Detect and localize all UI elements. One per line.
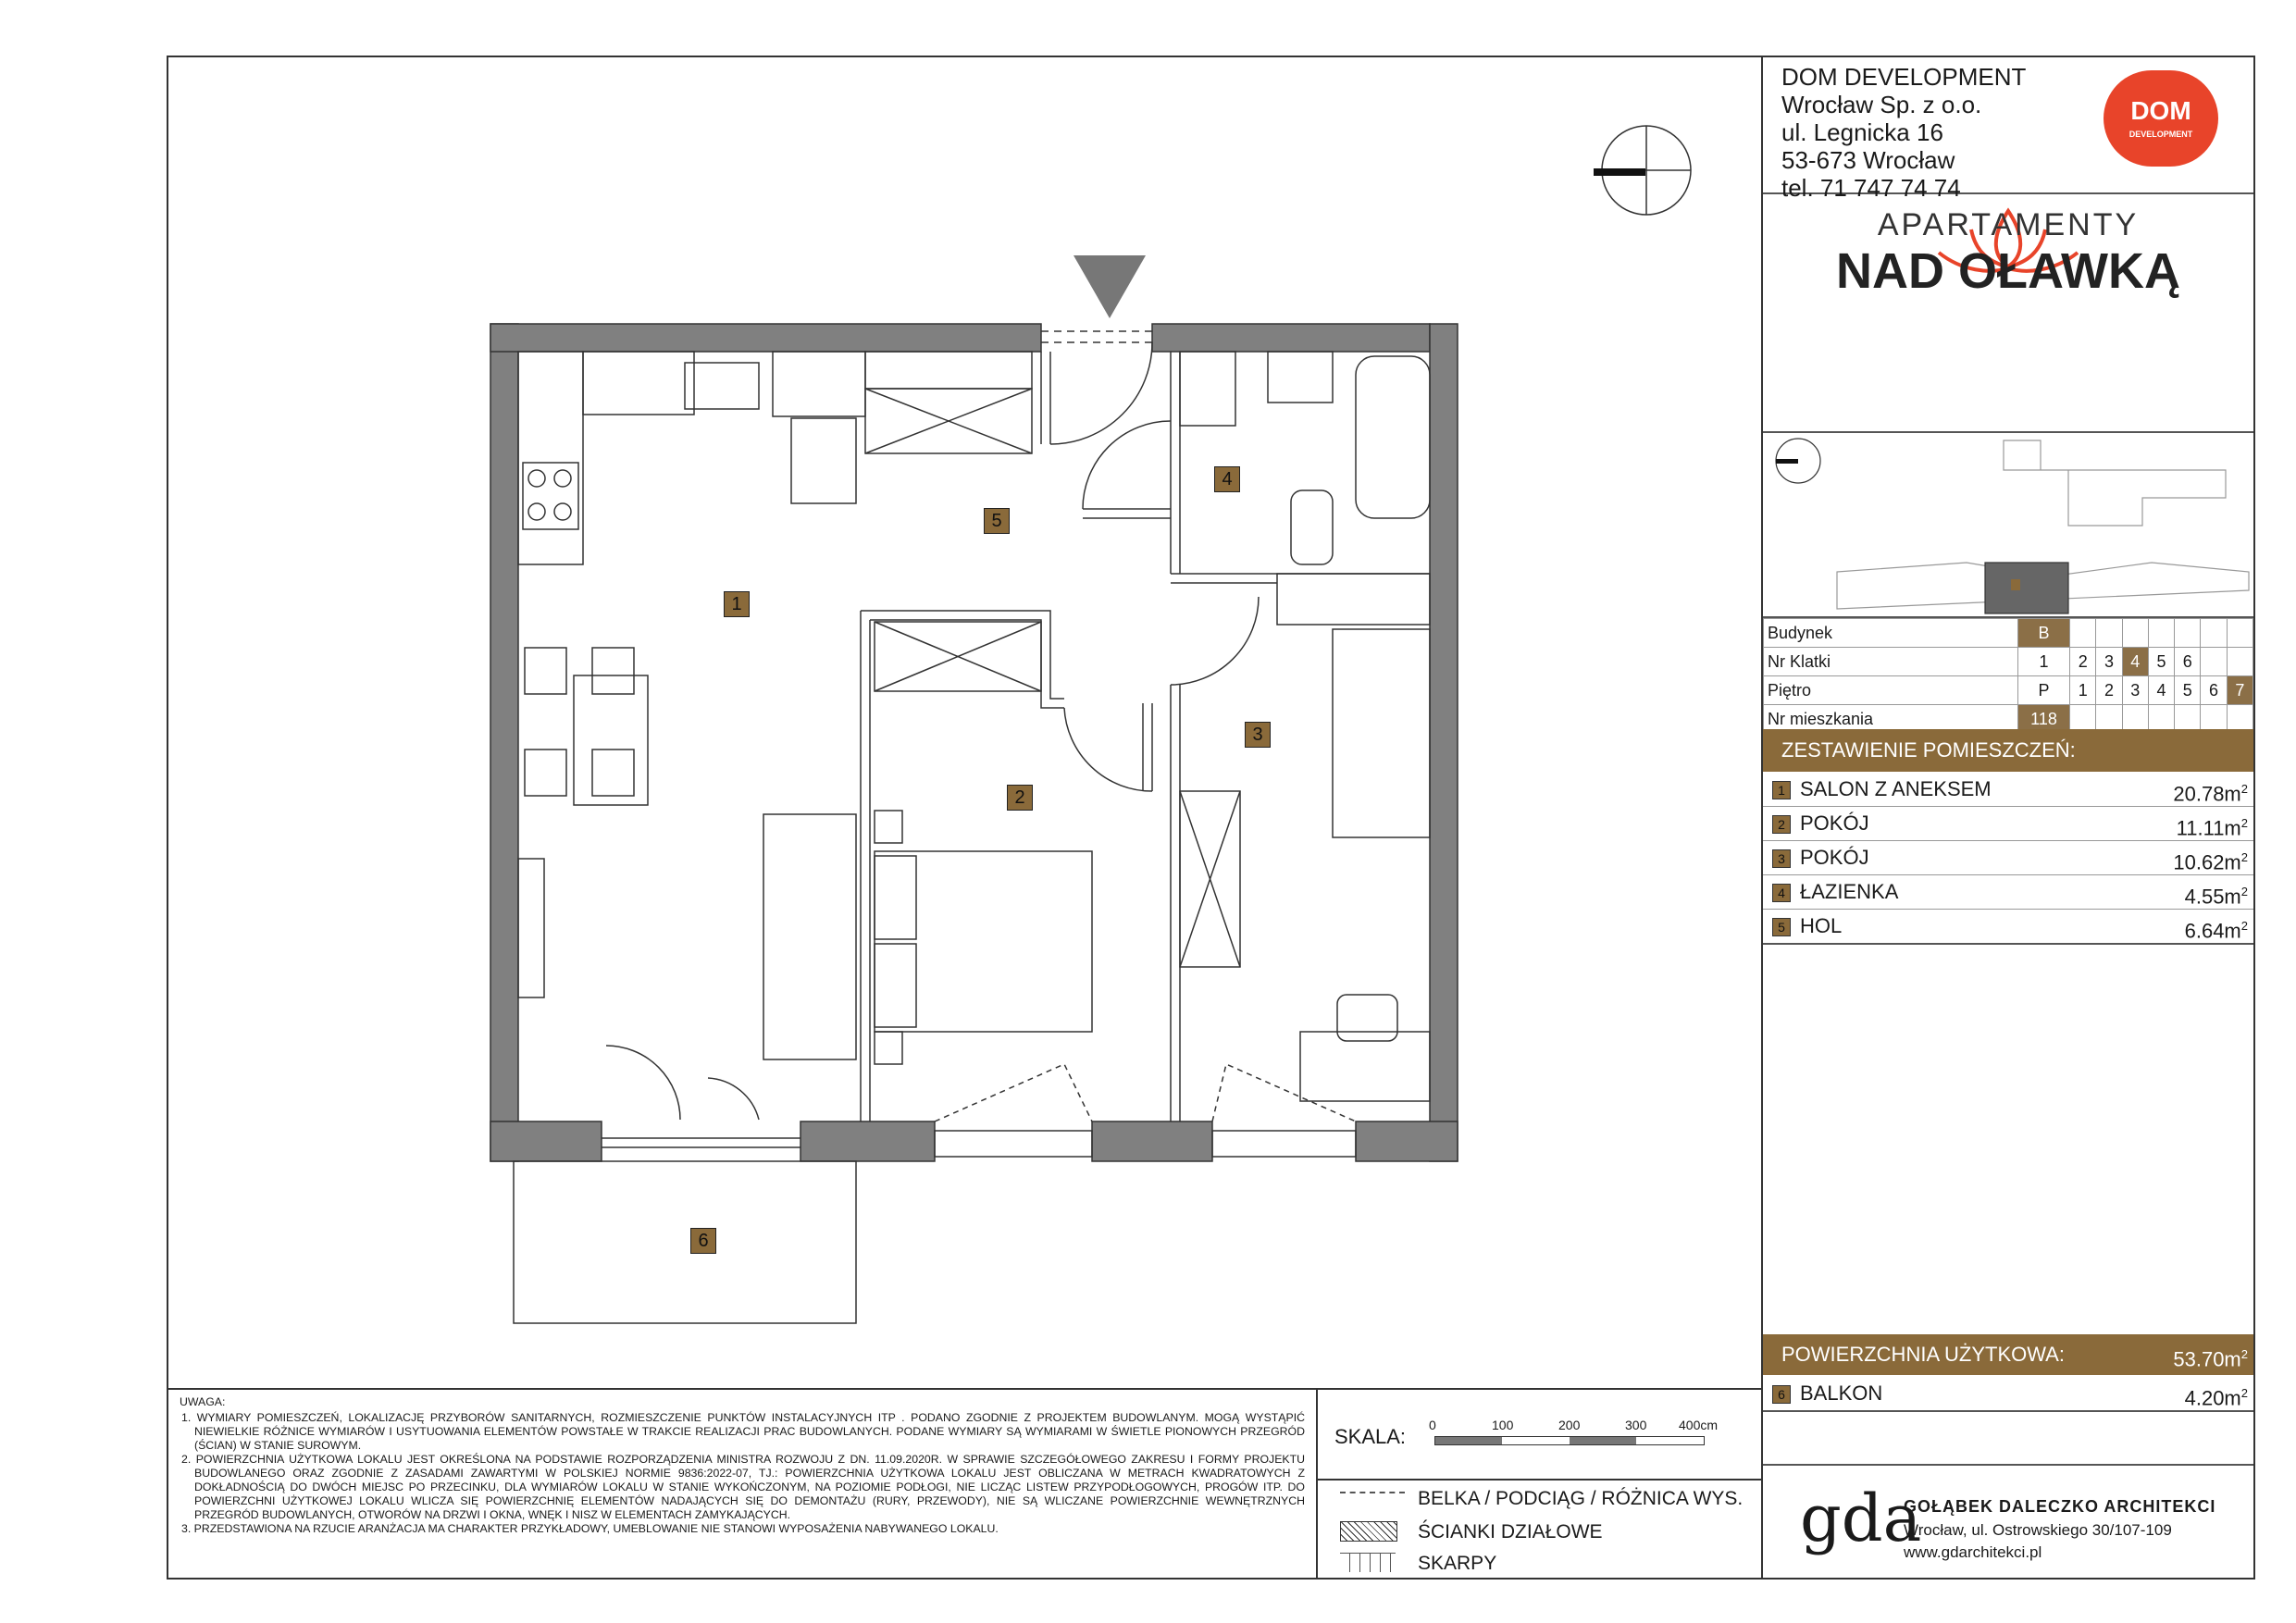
balcony-name: BALKON (1800, 1381, 1883, 1405)
company-city: 53-673 Wrocław (1781, 146, 1955, 174)
plan-room-label-5: 5 (984, 508, 1010, 534)
scale-label: SKALA: (1334, 1425, 1407, 1448)
room-row (1763, 773, 2253, 807)
room-area: $4.55m^2$ (2184, 885, 2248, 909)
floor-label: Piętro (1764, 676, 2018, 705)
room-name: POKÓJ (1800, 812, 1869, 835)
room-number: 4 (1772, 884, 1791, 902)
scale-tick: 200 (1558, 1418, 1581, 1432)
room-area: $10.62m^2$ (2173, 850, 2248, 874)
total-area-value: $53.70m^2$ (2173, 1347, 2248, 1371)
apartment-info-table (1763, 618, 2253, 734)
room-name: ŁAZIENKA (1800, 880, 1899, 903)
plan-room-label-3: 3 (1245, 722, 1271, 748)
plan-room-label-4: 4 (1214, 466, 1240, 492)
logo-text-sub: DEVELOPMENT (2128, 130, 2193, 139)
building-label: Budynek (1764, 619, 2018, 648)
company-phone: tel. 71 747 74 74 (1781, 174, 1961, 202)
project-title-line2: NAD OŁAWKĄ (1836, 243, 2180, 299)
room-area: $11.11m^2$ (2176, 816, 2248, 840)
room-number: 5 (1772, 918, 1791, 936)
apartment-value: 118 (2018, 705, 2070, 734)
site-plan-drawing (1763, 433, 2253, 618)
company-name: DOM DEVELOPMENT (1781, 63, 2027, 91)
scale-tick: 400cm (1679, 1418, 1719, 1432)
staircase-cell: 2 (2070, 648, 2096, 676)
company-block (1763, 57, 2253, 202)
staircase-cell: 5 (2148, 648, 2174, 676)
note-item: 1. WYMIARY POMIESZCZEŃ, LOKALIZACJĘ PRZYBORÓW SANITARNYCH, ROZMIESZCZENIE PUNKTÓW INSTALACYJNYCH ITP . PODANO ZGODNIE Z PROJEKTEM BUDOWLANYM. MOGĄ WYSTĄPIĆ NIEWIELKIE RÓŻNICE WYMIARÓW I USYTUOWANIA ELEMENTÓW POWSTAŁE W TRAKCIE REALIZACJI PRAC BUDOWLANYCH. PODANE WYMIARY SĄ WYMIARAMI W ŚWIETLE PIONOWYCH PRZEGRÓD (ŚCIAN) W STANIE SUROWYM. (181, 1411, 1305, 1452)
info-row-staircase (1764, 648, 2253, 676)
logo-text-main: DOM (2130, 96, 2191, 125)
architect-web: www.gdarchitekci.pl (1904, 1543, 2042, 1561)
balcony-area: $4.20m^2$ (2184, 1386, 2248, 1410)
legend-label: BELKA / PODCIĄG / RÓŻNICA WYS. (1418, 1488, 1744, 1509)
staircase-cell-selected: 4 (2122, 648, 2148, 676)
scale-bar (1429, 1418, 1744, 1455)
room-name: SALON Z ANEKSEM (1800, 777, 1992, 800)
staircase-cell: 3 (2096, 648, 2122, 676)
scale-tick: 0 (1429, 1418, 1436, 1432)
compass-icon (1594, 126, 1691, 215)
scale-tick: 100 (1492, 1418, 1514, 1432)
floor-plan-drawing (168, 57, 1760, 1390)
architect-name: GOŁĄBEK DALECZKO ARCHITEKCI (1904, 1497, 2216, 1516)
balcony-number: 6 (1772, 1385, 1791, 1404)
total-area-label: POWIERZCHNIA UŻYTKOWA: (1781, 1343, 2065, 1366)
hatched-box-icon (1340, 1521, 1397, 1542)
floor-cell: 4 (2148, 676, 2174, 705)
total-area-bar (1763, 1334, 2253, 1375)
apartment-label: Nr mieszkania (1764, 705, 2018, 734)
company-street: ul. Legnicka 16 (1781, 118, 1943, 146)
legend-label: SKARPY (1418, 1553, 1497, 1574)
room-number: 1 (1772, 781, 1791, 799)
floor-cell: P (2018, 676, 2070, 705)
room-row (1763, 875, 2253, 910)
skarpy-icon (1340, 1553, 1396, 1572)
plan-room-label-2: 2 (1007, 785, 1033, 811)
floor-cell-selected: 7 (2227, 676, 2253, 705)
plan-room-label-1: 1 (724, 591, 750, 617)
room-name: POKÓJ (1800, 846, 1869, 869)
project-title-line1: APARTAMENTY (1877, 207, 2140, 242)
room-row (1763, 841, 2253, 875)
architect-mark-logo: gda (1800, 1481, 1922, 1556)
floor-cell: 3 (2122, 676, 2148, 705)
room-area: $20.78m^2$ (2173, 782, 2248, 806)
dom-development-logo (2096, 65, 2226, 176)
floor-cell: 2 (2096, 676, 2122, 705)
scale-tick: 300 (1625, 1418, 1647, 1432)
architect-block (1763, 1464, 2253, 1580)
architect-address: Wrocław, ul. Ostrowskiego 30/107-109 (1904, 1521, 2172, 1539)
site-plan (1763, 433, 2253, 618)
room-number: 3 (1772, 849, 1791, 868)
staircase-label: Nr Klatki (1764, 648, 2018, 676)
notes-title: UWAGA: (180, 1395, 226, 1408)
entrance-arrow-icon (1074, 255, 1146, 318)
staircase-cell: 1 (2018, 648, 2070, 676)
sidebar (1761, 57, 2253, 1578)
legend-block (1316, 1388, 1761, 1578)
notes-block (168, 1388, 1316, 1578)
note-item: 2. POWIERZCHNIA UŻYTKOWA LOKALU JEST OKREŚLONA NA PODSTAWIE ROZPORZĄDZENIA MINISTRA ROZWOJU Z DN. 11.09.2020R. W SPRAWIE SZCZEGÓŁOWEGO ZAKRESU I FORMY PROJEKTU BUDOWLANEGO ORAZ ZGODNIE Z ZASADAMI ZAWARTYMI W POLSKIEJ NORMIE 9836:2022-07, TJ.: POWIERZCHNIA UŻYTKOWA LOKALU JEST OBLICZANA W METRACH KWADRATOWYCH Z DOKŁADNOŚCIĄ DO DWÓCH MIEJSC PO PRZECINKU, DLA WYMIARÓW LOKALU W STANIE WYKOŃCZONYM, NA POZIOMIE PODŁOGI, NIE LICZĄC LISTEW PRZYPODŁOGOWYCH, PROGÓW ITP. DO POWIERZCHNI UŻYTKOWEJ LOKALU WLICZA SIĘ POWIERZCHNIĘ ELEMENTÓW NADAJĄCYCH SIĘ DO DEMONTAŻU (RURY, PRZEWODY), NIE SĄ WLICZANE POWIERZCHNIE WEWNĘTRZNYCH PRZEGRÓD BUDOWLANYCH, OTWORÓW NA DRZWI I OKNA, WNĘK I NISZ W ELEMENTACH ZAMYKAJĄCYCH. (181, 1453, 1305, 1521)
room-name: HOL (1800, 914, 1843, 937)
note-item: 3. PRZEDSTAWIONA NA RZUCIE ARANŻACJA MA CHARAKTER PRZYKŁADOWY, UMEBLOWANIE NIE STANOWI WYPOSAŻENIA NABYWANEGO LOKALU. (181, 1522, 999, 1535)
info-row-floor (1764, 676, 2253, 705)
rooms-header: ZESTAWIENIE POMIESZCZEŃ: (1763, 729, 2253, 772)
floor-cell: 1 (2070, 676, 2096, 705)
room-area: $6.64m^2$ (2184, 919, 2248, 943)
apartment-info (1763, 618, 2253, 735)
company-entity: Wrocław Sp. z o.o. (1781, 91, 1982, 118)
room-row (1763, 807, 2253, 841)
staircase-cell: 6 (2175, 648, 2201, 676)
balcony-row (1763, 1377, 2253, 1412)
floor-plan (168, 57, 1760, 1390)
floor-cell: 5 (2175, 676, 2201, 705)
room-number: 2 (1772, 815, 1791, 834)
room-row (1763, 910, 2253, 945)
floor-cell: 6 (2201, 676, 2227, 705)
dashed-line-icon (1340, 1492, 1405, 1506)
info-row-building (1764, 619, 2253, 648)
legend-label: ŚCIANKI DZIAŁOWE (1418, 1521, 1603, 1542)
plan-room-label-6: 6 (690, 1228, 716, 1254)
building-value: B (2018, 619, 2070, 648)
